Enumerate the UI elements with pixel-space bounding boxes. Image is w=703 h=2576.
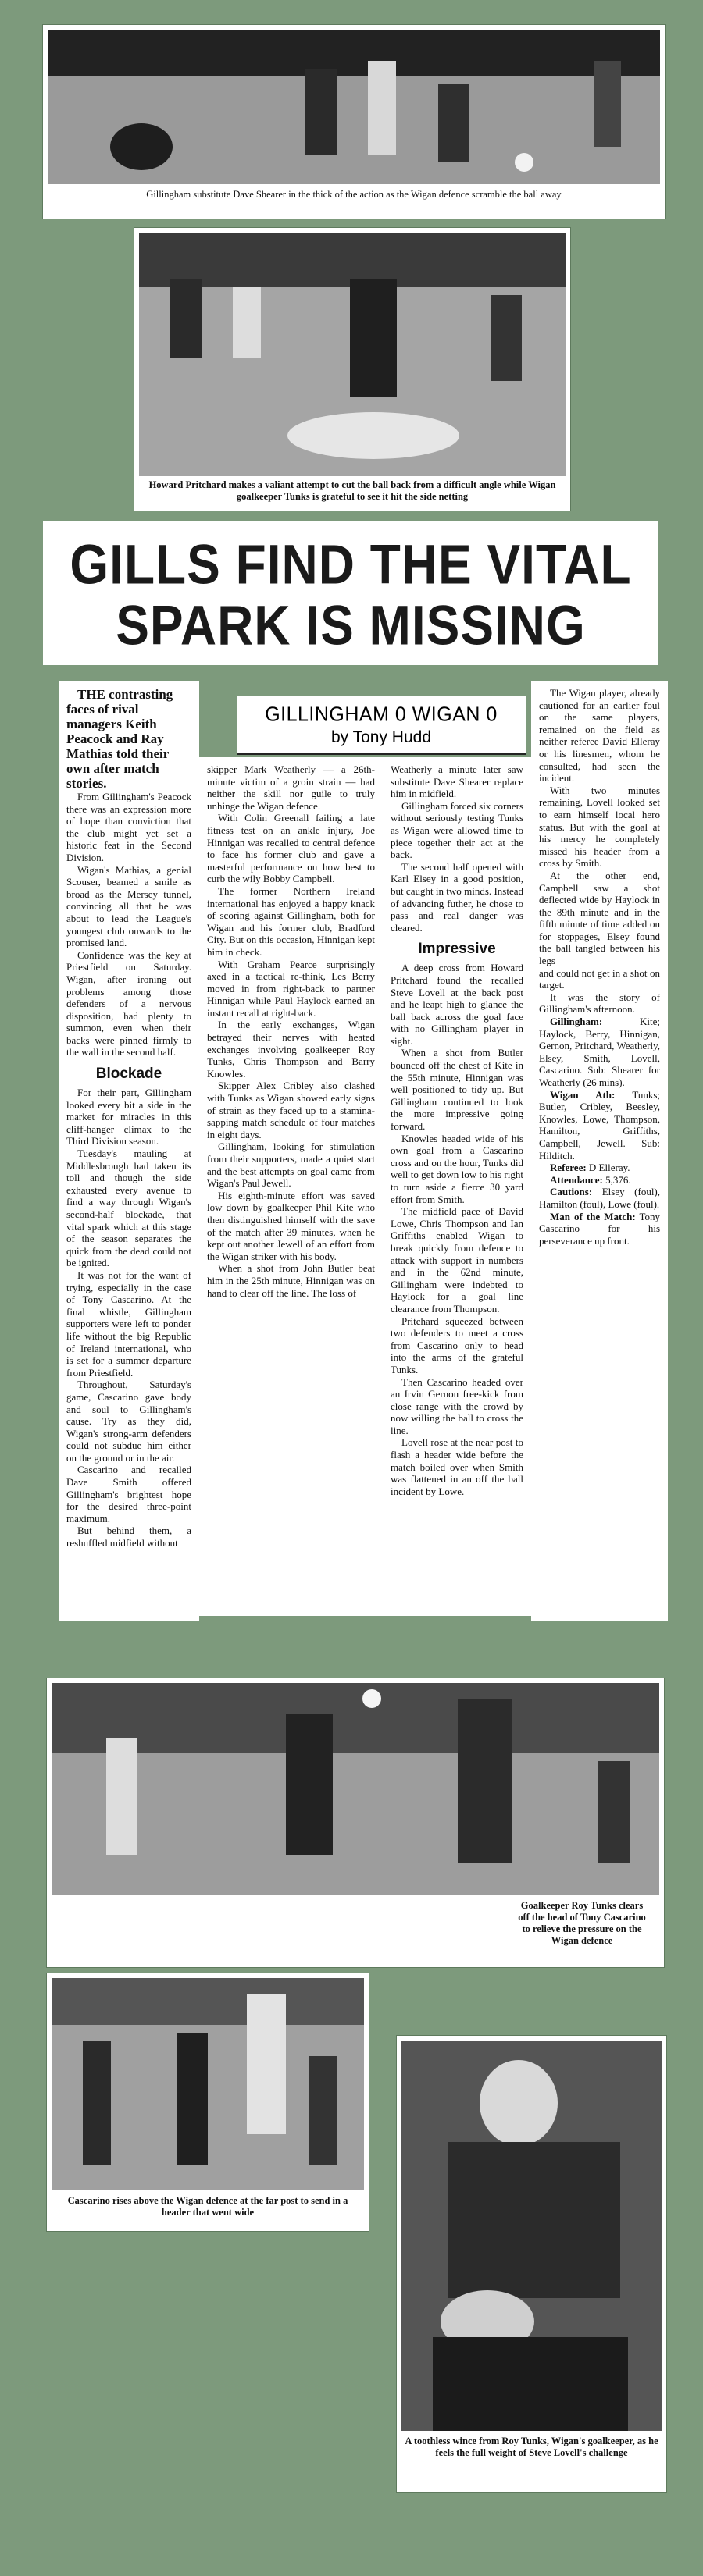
article-paragraph: and could not get in a shot on target. <box>539 966 660 991</box>
article-paragraph: Knowles headed wide of his own goal from a Cascarino cross and on the hour, Tunks did well to get down low to his right to turn aside a fierce 30 yard effort from Smith. <box>391 1132 523 1205</box>
article-paragraph: At the other end, Campbell saw a shot deflected wide by Haylock in the 89th minute and in the fifth minute of time added on for stoppages, Elsey found the ball tangled between his legs <box>539 869 660 967</box>
scoreline-box <box>237 696 526 755</box>
team-line-wigan <box>539 1089 660 1162</box>
article-paragraph: When a shot from John Butler beat him in the 25th minute, Hinnigan was on hand to clear off the line. The loss of <box>207 1262 375 1299</box>
referee-label: Referee: <box>550 1162 587 1174</box>
article-paragraph: When a shot from Butler bounced off the chest of Kite in the 55th minute, Hinnigan was well positioned to tidy up. But Gillingham continued to look the more impressive going forward. <box>391 1047 523 1133</box>
article-paragraph: Skipper Alex Cribley also clashed with Tunks as Wigan showed early signs of strain as they faced up to a stamina-sapping match schedule of four matches in eight days. <box>207 1080 375 1140</box>
motm-label: Man of the Match: <box>550 1210 636 1222</box>
article-paragraph: From Gillingham's Peacock there was an expression more of hope than conviction that the club might yet set a historic feat in the Second Division. <box>66 791 191 863</box>
article-paragraph: Weatherly a minute later saw substitute Dave Shearer replace him in midfield. <box>391 763 523 800</box>
motm-value: Tony Cascarino for his perseverance up front. <box>539 1210 661 1247</box>
team-list: Kite; Haylock, Berry, Hinnigan, Gernon, Pritchard, Weatherly, Elsey, Smith, Lovell, Cascarino. Sub: Shearer for Weatherly (26 mins). <box>539 1016 660 1088</box>
team-line-gillingham <box>539 1016 660 1089</box>
subhead-impressive: Impressive <box>418 941 496 958</box>
photo-tunks-clears <box>52 1683 659 1895</box>
subhead-blockade: Blockade <box>95 1066 162 1083</box>
article-column-2 <box>199 757 383 1616</box>
article-paragraph: It was not for the want of trying, especially in the case of Tony Cascarino. At the final whistle, Gillingham supporters were left to ponder life without the big Republic of Ireland international, who is set for a summer departure from Priestfield. <box>66 1268 191 1379</box>
photo-caption: Goalkeeper Roy Tunks clears off the head of Tony Cascarino to relieve the pressure on the Wigan defence <box>518 1900 646 1946</box>
article-paragraph: Pritchard squeezed between two defenders to meet a cross from Cascarino only to head into the arms of the grateful Tunks. <box>391 1315 523 1375</box>
photo-caption: Gillingham substitute Dave Shearer in the thick of the action as the Wigan defence scramble the ball away <box>146 189 562 200</box>
headline-line-1: GILLS FIND THE VITAL <box>70 532 632 596</box>
article-column-3 <box>383 757 531 1616</box>
photo-shearer-action <box>48 30 660 184</box>
byline: by Tony Hudd <box>330 728 432 746</box>
headline-line-2: SPARK IS MISSING <box>116 593 586 657</box>
photo-pritchard-angle <box>139 233 566 476</box>
cautions-value: Elsey (foul), Hamilton (foul), Lowe (foul). <box>539 1186 661 1210</box>
article-column-4 <box>531 681 668 1621</box>
article-paragraph: His eighth-minute effort was saved low down by goalkeeper Phil Kite who then distinguished himself with the save of the match after 39 minutes, when he kept out another Jewell of an effort from the Wigan striker with his body. <box>207 1189 375 1262</box>
referee-line <box>539 1162 660 1174</box>
team-label: Gillingham: <box>550 1016 603 1028</box>
article-paragraph: A deep cross from Howard Pritchard found the recalled Steve Lovell at the back post and he leapt high to glance the ball back across the goal face with no Gillingham player in sight. <box>391 962 523 1047</box>
headline <box>43 521 658 665</box>
photo-card-tunks-wince <box>397 2036 666 2492</box>
article-paragraph: The Wigan player, already cautioned for an earlier foul on the same players, remained on the field as neither referee David Elleray or his linesmen, whom he consulted, had seen the incident. <box>539 687 660 785</box>
team-label: Wigan Ath: <box>550 1088 616 1101</box>
photo-tunks-wince <box>401 2041 662 2431</box>
article-paragraph: With Graham Pearce surprisingly axed in a tactical re-think, Les Berry moved in from right-back to partner Hinnigan while Paul Haylock earned an instant recall at right-back. <box>207 958 375 1019</box>
referee-value: D Elleray. <box>588 1162 630 1174</box>
photo-cascarino-header <box>52 1978 364 2190</box>
cautions-line <box>539 1186 660 1210</box>
article-paragraph: The midfield pace of David Lowe, Chris Thompson and Ian Griffiths enabled Wigan to break quickly from defence to attack with support in numbers and in the 62nd minute, Gillingham were indebted to Haylock for a goal line clearance from Thompson. <box>391 1205 523 1315</box>
article-paragraph: Gillingham, looking for stimulation from their supporters, made a quiet start and the best attempts on goal came from Wigan's Paul Jewell. <box>207 1140 375 1190</box>
team-list: Tunks; Butler, Cribley, Beesley, Knowles, Lowe, Thompson, Hamilton, Griffiths, Campbell, Jewell. Sub: Hilditch. <box>539 1088 660 1162</box>
article-paragraph: skipper Mark Weatherly — a 26th-minute victim of a groin strain — had neither the skill nor guile to truly unhinge the Wigan defence. <box>207 763 375 812</box>
photo-card-tunks-clears <box>47 1678 664 1967</box>
attendance-label: Attendance: <box>550 1173 603 1186</box>
article-paragraph: Gillingham forced six corners without seriously testing Tunks as Wigan were allowed time to piece together their act at the back. <box>391 799 523 861</box>
photo-caption: A toothless wince from Roy Tunks, Wigan's goalkeeper, as he feels the full weight of Steve Lovell's challenge <box>405 2435 658 2458</box>
photo-card-shearer <box>43 25 665 219</box>
article-column-1 <box>59 681 199 1621</box>
article-paragraph: It was the story of Gillingham's afternoon. <box>539 991 660 1016</box>
article-paragraph: Lovell rose at the near post to flash a header wide before the match boiled over when Smith was flattened in an off the ball incident by Lowe. <box>391 1436 523 1497</box>
scoreline: GILLINGHAM 0 WIGAN 0 <box>265 703 498 726</box>
article-paragraph: The second half opened with Karl Elsey in a good position, but caught in two minds. Instead of advancing futher, he chose to pass and real danger was cleared. <box>391 860 523 934</box>
photo-card-cascarino-header <box>47 1973 369 2231</box>
article-paragraph: The former Northern Ireland international has enjoyed a happy knack of scoring against Gillingham, both for Wigan and his former club, Bradford City. But on this occasion, Hinnigan kept him in check. <box>207 884 375 958</box>
motm-line <box>539 1211 660 1247</box>
article-paragraph: In the early exchanges, Wigan betrayed their nerves with heated exchanges involving goalkeeper Roy Tunks, Chris Thompson and Barry Knowles. <box>207 1019 375 1080</box>
article-paragraph: With Colin Greenall failing a late fitness test on an ankle injury, Joe Hinnigan was recalled to central defence to face his former club and gave a masterful performance on how best to curb the wily Bobby Campbell. <box>207 812 375 885</box>
photo-card-pritchard <box>134 228 570 511</box>
article-paragraph: Wigan's Mathias, a genial Scouser, beamed a smile as broad as the Mersey tunnel, convincing all that he was about to lead the League's youngest club onwards to the promised land. <box>66 863 191 949</box>
article-lede: THE contrasting faces of rival managers Keith Peacock and Ray Mathias told their own after match stories. <box>66 687 173 791</box>
article-paragraph: Throughout, Saturday's game, Cascarino gave body and soul to Gillingham's cause. Try as they did, Wigan's strong-arm defenders could not subdue him either on the ground or in the air. <box>66 1379 191 1464</box>
attendance-line <box>539 1174 660 1187</box>
article-paragraph: With two minutes remaining, Lovell looked set to earn himself local hero status. But with the goal at his mercy he completely missed his header from a cross by Smith. <box>539 784 660 870</box>
article-paragraph: Tuesday's mauling at Middlesbrough had taken its toll and though the side exhausted every avenue to find a way through Wigan's second-half blockade, that vital spark which at this stage of the season separates the quick from the dead could not be ignited. <box>66 1147 191 1269</box>
photo-caption: Howard Pritchard makes a valiant attempt to cut the ball back from a difficult angle while Wigan goalkeeper Tunks is grateful to see it hit the side netting <box>148 479 556 502</box>
cautions-label: Cautions: <box>550 1186 593 1198</box>
article-paragraph: For their part, Gillingham looked every bit a side in the market for miracles in this cliff-hanger climax to the Third Division season. <box>66 1087 191 1147</box>
article-paragraph: Confidence was the key at Priestfield on Saturday. Wigan, after ironing out problems among those defenders of a nervous disposition, had plenty to summon, even when their backs were pinned firmly to the wall in the second half. <box>66 948 191 1059</box>
photo-caption: Cascarino rises above the Wigan defence at the far post to send in a header that went wide <box>67 2195 348 2218</box>
article-paragraph: But behind them, a reshuffled midfield without <box>66 1525 191 1550</box>
article-paragraph: Then Cascarino headed over an Irvin Gernon free-kick from close range with the crowd by now willing the ball to cross the line. <box>391 1375 523 1436</box>
article-paragraph: Cascarino and recalled Dave Smith offered Gillingham's brightest hope for the desired three-point maximum. <box>66 1464 191 1525</box>
attendance-value: 5,376. <box>605 1173 631 1186</box>
